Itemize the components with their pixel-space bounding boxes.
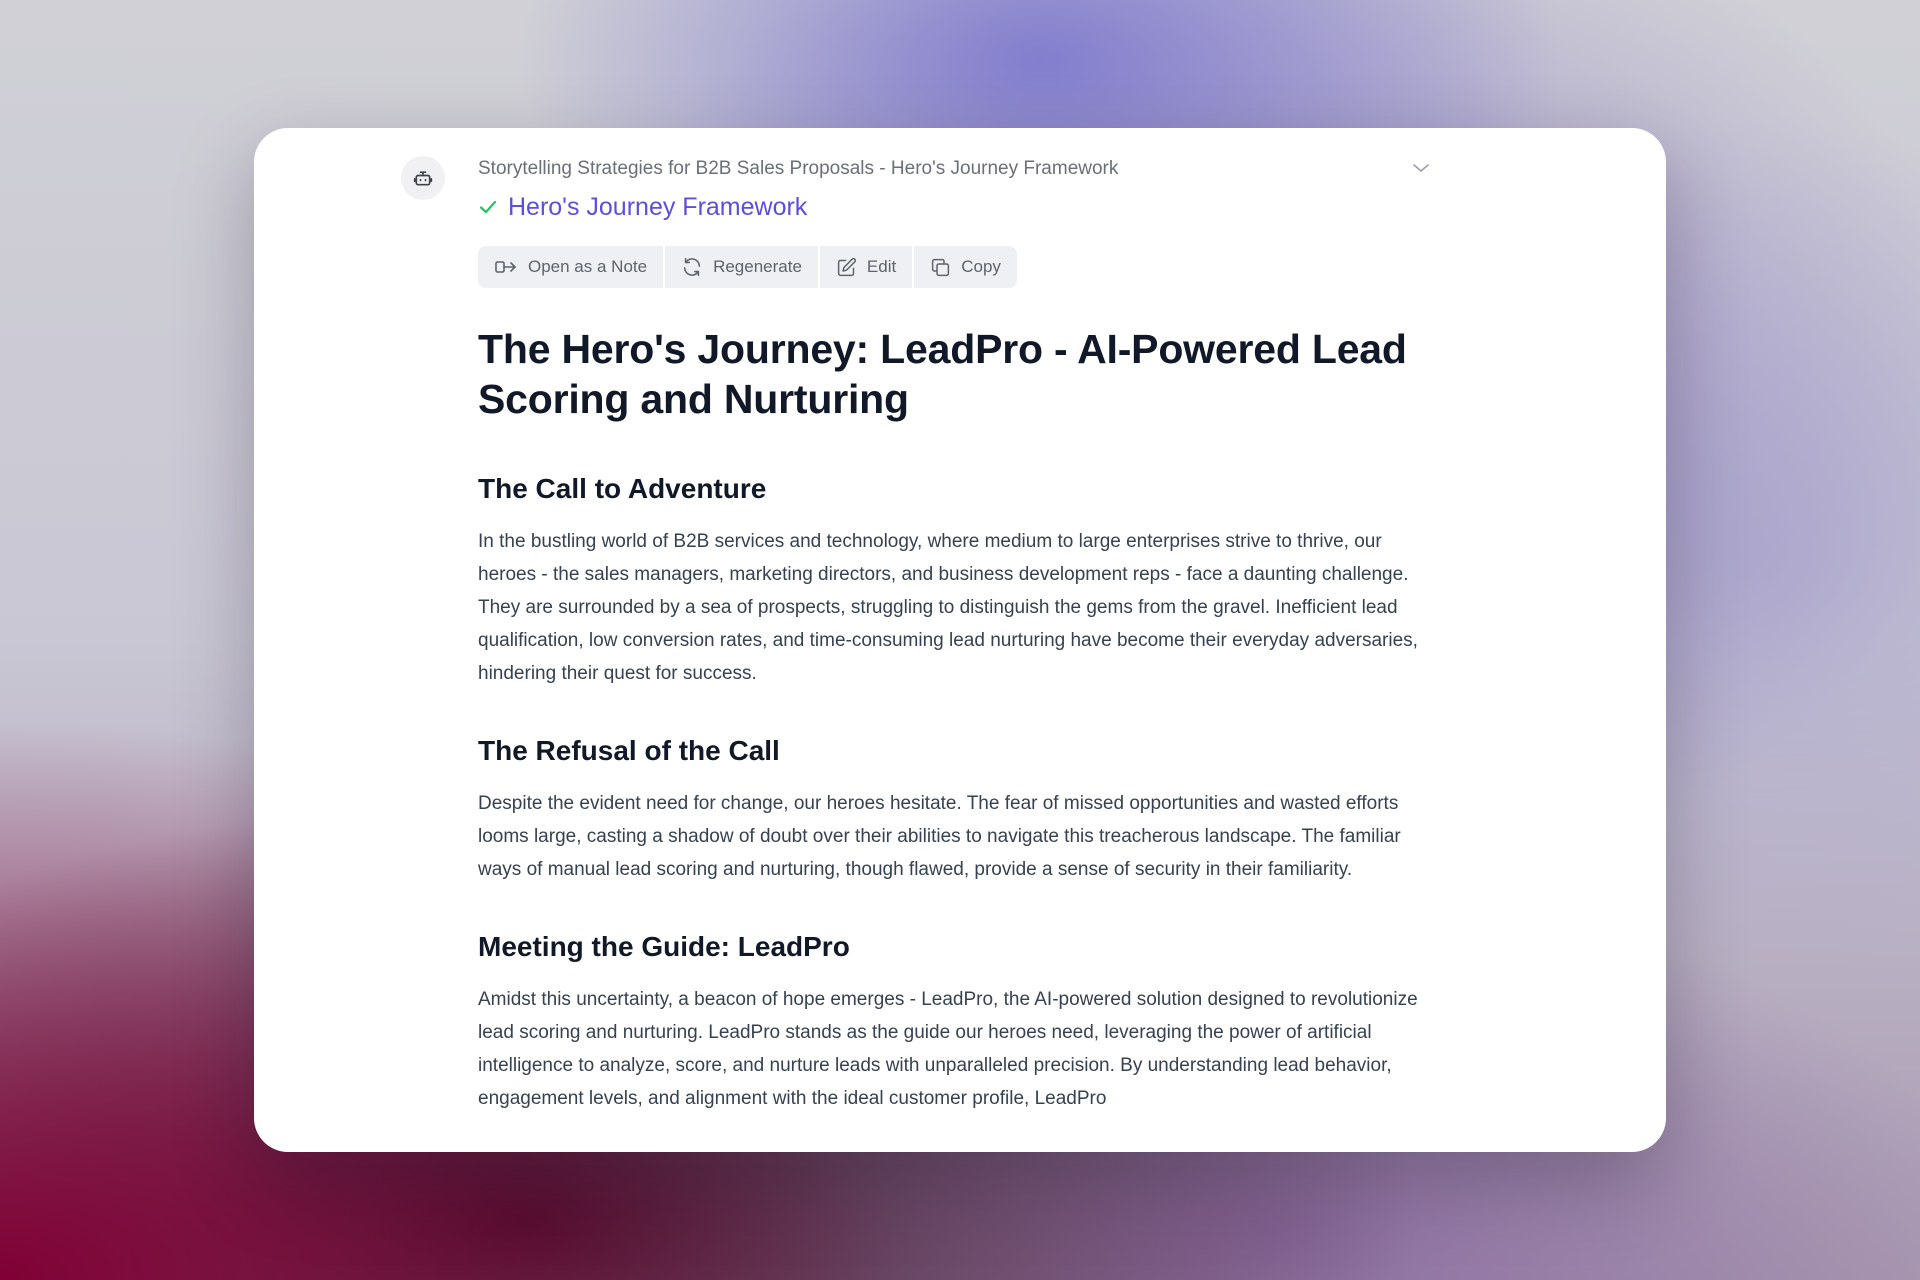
copy-label: Copy (961, 257, 1001, 276)
section-body-refusal-of-call: Despite the evident need for change, our heroes hesitate. The fear of missed opportunities and wasted efforts looms large, casting a shadow of doubt over their abilities to navigate this treacherous landscape. The familiar ways of manual lead scoring and nurturing, though flawed, provide a sense of security in their familiarity. (478, 793, 1401, 880)
document-title: The Hero's Journey: LeadPro - AI-Powered Lead Scoring and Nurturing (478, 326, 1407, 422)
robot-icon (413, 168, 433, 188)
breadcrumb: Storytelling Strategies for B2B Sales Proposals - Hero's Journey Framework (478, 158, 1119, 179)
message-content (478, 156, 1438, 1115)
section-body-call-to-adventure: In the bustling world of B2B services and technology, where medium to large enterprises strive to thrive, our heroes - the sales managers, marketing directors, and business development reps - face a daunting challenge. They are surrounded by a sea of prospects, struggling to distinguish the gems from the gravel. Inefficient lead qualification, low conversion rates, and time-consuming lead nurturing have become their everyday adversaries, hindering their quest for success. (478, 531, 1418, 684)
action-toolbar (478, 246, 1438, 288)
section-heading-meeting-the-guide: Meeting the Guide: LeadPro (478, 931, 850, 962)
edit-label: Edit (866, 257, 897, 276)
subtitle-row (478, 192, 1438, 222)
copy-icon (930, 257, 951, 278)
section-body-meeting-the-guide: Amidst this uncertainty, a beacon of hope emerges - LeadPro, the AI-powered solution designed to revolutionize lead scoring and nurturing. LeadPro stands as the guide our heroes need, leveraging the power of artificial intelligence to analyze, score, and nurture leads with unparalleled precision. By understanding lead behavior, engagement levels, and alignment with the ideal customer profile, LeadPro (478, 989, 1418, 1109)
assistant-avatar (401, 156, 445, 200)
check-icon (478, 197, 498, 217)
refresh-icon (681, 256, 703, 278)
section-heading-refusal-of-call: The Refusal of the Call (478, 735, 780, 766)
open-as-note-label: Open as a Note (528, 257, 648, 276)
framework-title: Hero's Journey Framework (508, 193, 808, 221)
edit-icon (836, 257, 857, 278)
edit-button[interactable] (820, 246, 912, 288)
copy-button[interactable] (914, 246, 1017, 288)
note-icon (494, 257, 518, 277)
chat-message-window (254, 128, 1666, 1152)
open-as-note-button[interactable] (478, 246, 663, 288)
regenerate-label: Regenerate (713, 257, 802, 276)
regenerate-button[interactable] (665, 246, 818, 288)
section-heading-call-to-adventure: The Call to Adventure (478, 473, 767, 504)
